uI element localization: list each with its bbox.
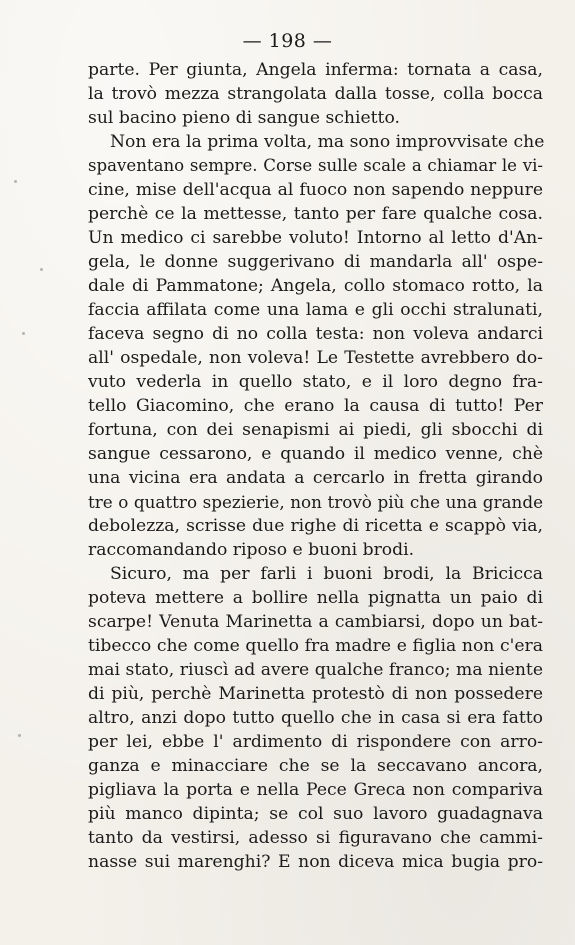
text-line: vuto vederla in quello stato, e il loro degno fra- — [88, 372, 543, 392]
text-line: tibecco che come quello fra madre e figlia non c'era — [88, 636, 543, 656]
text-line: raccomandando riposo e buoni brodi. — [88, 540, 415, 560]
text-line: Un medico ci sarebbe voluto! Intorno al letto d'An- — [88, 228, 543, 248]
body-text — [88, 58, 543, 874]
text-line: per lei, ebbe l' ardimento di rispondere con arro- — [88, 732, 543, 752]
text-line: di più, perchè Marinetta protestò di non possedere — [88, 684, 543, 704]
text-line: Sicuro, ma per farli i buoni brodi, la Bricicca — [110, 564, 543, 584]
text-line: faccia affilata come una lama e gli occhi stralunati, — [88, 300, 543, 320]
text-line: parte. Per giunta, Angela inferma: tornata a casa, — [88, 60, 543, 80]
text-line: sul bacino pieno di sangue schietto. — [88, 108, 400, 128]
text-line: fortuna, con dei senapismi ai piedi, gli sbocchi di — [88, 420, 543, 440]
paper-speck — [22, 332, 25, 335]
text-line: pigliava la porta e nella Pece Greca non compariva — [88, 780, 543, 800]
text-line: ganza e minacciare che se la seccavano ancora, — [88, 756, 543, 776]
paper-speck — [40, 268, 43, 271]
text-line: poteva mettere a bollire nella pignatta un paio di — [88, 588, 543, 608]
text-line: faceva segno di no colla testa: non voleva andarci — [88, 324, 543, 344]
text-line: più manco dipinta; se col suo lavoro guadagnava — [88, 804, 543, 824]
text-line: dale di Pammatone; Angela, collo stomaco rotto, la — [88, 276, 543, 296]
text-line: tanto da vestirsi, adesso si figuravano che cammi- — [88, 828, 543, 848]
text-line: tre o quattro spezierie, non trovò più che una grande — [88, 492, 543, 512]
paper-speck — [18, 734, 21, 737]
text-line: Non era la prima volta, ma sono improvvisate che — [110, 132, 545, 152]
text-line: mai stato, riuscì ad avere qualche franco; ma niente — [88, 660, 543, 680]
text-line: altro, anzi dopo tutto quello che in casa si era fatto — [88, 708, 543, 728]
text-line: debolezza, scrisse due righe di ricetta e scappò via, — [88, 516, 543, 536]
text-line: nasse sui marenghi? E non diceva mica bugia pro- — [88, 852, 543, 872]
text-line: spaventano sempre. Corse sulle scale a chiamar le vi- — [88, 156, 543, 175]
text-line: perchè ce la mettesse, tanto per fare qualche cosa. — [88, 204, 543, 224]
page-number: — 198 — — [242, 30, 333, 52]
text-line: tello Giacomino, che erano la causa di tutto! Per — [88, 396, 543, 416]
paper-speck — [14, 180, 17, 183]
text-line: all' ospedale, non voleva! Le Testette avrebbero do- — [88, 348, 543, 368]
text-line: la trovò mezza strangolata dalla tosse, colla bocca — [88, 84, 543, 104]
text-line: gela, le donne suggerivano di mandarla all' ospe- — [88, 252, 543, 272]
text-line: sangue cessarono, e quando il medico venne, chè — [88, 444, 543, 464]
text-line: una vicina era andata a cercarlo in fretta girando — [88, 468, 543, 488]
text-line: cine, mise dell'acqua al fuoco non sapendo neppure — [88, 180, 543, 200]
text-line: scarpe! Venuta Marinetta a cambiarsi, dopo un bat- — [88, 612, 543, 632]
